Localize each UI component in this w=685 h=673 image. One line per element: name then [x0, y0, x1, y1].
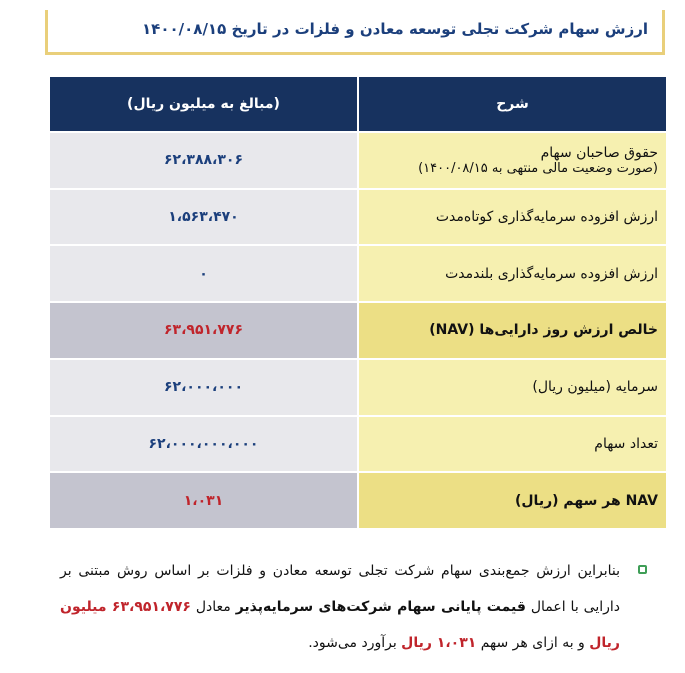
- summary-paragraph: [60, 553, 620, 661]
- table-row-nav: [49, 302, 667, 359]
- table-row: [49, 132, 667, 189]
- page-title: ارزش سهام شرکت تجلی توسعه معادن و فلزات در تاریخ ۱۴۰۰/۰۸/۱۵: [142, 20, 648, 38]
- row-description: خالص ارزش روز دارایی‌ها (NAV): [358, 302, 667, 359]
- row-description: NAV هر سهم (ریال): [358, 472, 667, 529]
- para-text-3: و به ازای هر سهم: [476, 635, 590, 651]
- row-description: ارزش افزوده سرمایه‌گذاری بلندمدت: [358, 245, 667, 302]
- table-row: [49, 245, 667, 302]
- para-text-2: معادل: [190, 599, 236, 615]
- row-description: ارزش افزوده سرمایه‌گذاری کوتاه‌مدت: [358, 189, 667, 246]
- header-amount: (مبالغ به میلیون ریال): [49, 76, 358, 132]
- title-box: [45, 10, 665, 55]
- row-description-line2: (صورت وضعیت مالی منتهی به ۱۴۰۰/۰۸/۱۵): [418, 160, 658, 176]
- row-value: ۱،۵۶۳،۴۷۰: [49, 189, 358, 246]
- header-description: شرح: [358, 76, 667, 132]
- row-value: ۱،۰۳۱: [49, 472, 358, 529]
- row-value: ۶۲،۰۰۰،۰۰۰: [49, 359, 358, 416]
- row-value: ۶۳،۹۵۱،۷۷۶: [49, 302, 358, 359]
- table-header-row: [49, 76, 667, 132]
- row-description: [358, 132, 667, 189]
- para-per-share-value: ۱،۰۳۱ ریال: [401, 635, 477, 651]
- valuation-table: [48, 75, 668, 530]
- para-bold-phrase: قیمت پایانی سهام شرکت‌های سرمایه‌پذیر: [235, 599, 526, 615]
- table-row: [49, 359, 667, 416]
- bullet-icon: [638, 565, 647, 574]
- table-row: [49, 416, 667, 473]
- row-description-line1: حقوق صاحبان سهام: [540, 144, 658, 161]
- para-text-4: برآورد می‌شود.: [308, 635, 402, 651]
- table-row: [49, 189, 667, 246]
- row-description: تعداد سهام: [358, 416, 667, 473]
- para-text-1: بنابراین ارزش جمع‌بندی سهام شرکت تجلی توسعه معادن و فلزات بر اساس روش مبتنی بر دارایی با اعمال: [60, 563, 620, 615]
- row-value: ۰: [49, 245, 358, 302]
- table-row-nav-per-share: [49, 472, 667, 529]
- row-description: سرمایه (میلیون ریال): [358, 359, 667, 416]
- row-value: ۶۲،۰۰۰،۰۰۰،۰۰۰: [49, 416, 358, 473]
- para-total-value: ۶۳،۹۵۱،۷۷۶ میلیون ریال: [60, 599, 620, 651]
- row-value: ۶۲،۳۸۸،۳۰۶: [49, 132, 358, 189]
